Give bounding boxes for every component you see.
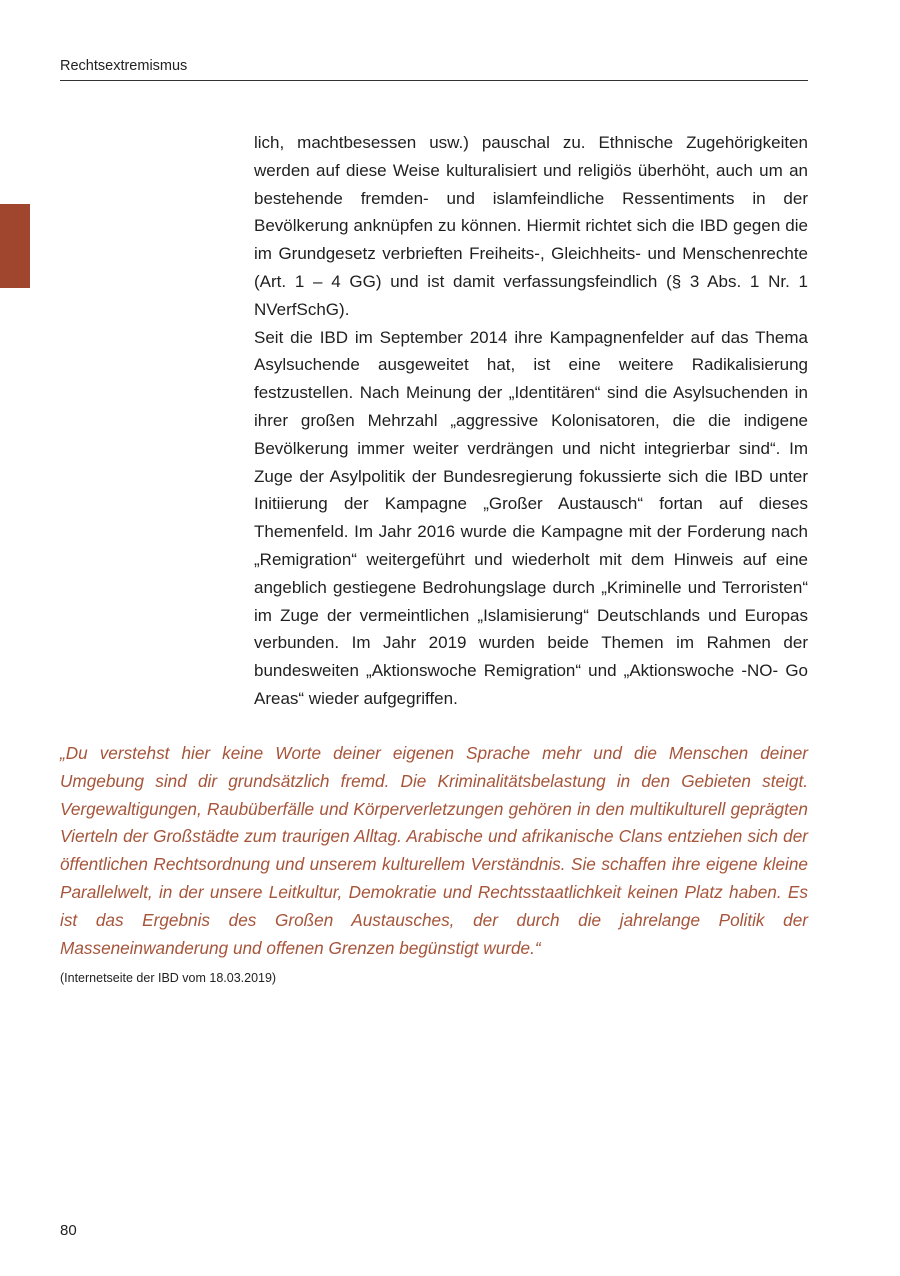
running-header: Rechtsextremismus — [60, 58, 188, 74]
pull-quote — [60, 740, 808, 962]
body-paragraph-2: Seit die IBD im September 2014 ihre Kampagnenfelder auf das Thema Asylsuchende ausgeweitet hat, ist eine weitere Radikalisierung festzustellen. Nach Meinung der „Identitären“ sind die Asylsuchenden in ihrer großen Mehrzahl „aggressive Kolonisatoren, die die indigene Bevölkerung immer weiter verdrängen und nicht integrierbar sind“. Im Zuge der Asylpolitik der Bundesregierung fokussierte sich die IBD unter Initiierung der Kampagne „Großer Austausch“ fortan auf dieses Themenfeld. Im Jahr 2016 wurde die Kampagne mit der Forderung nach „Remigration“ weitergeführt und wiederholt mit dem Hinweis auf eine angeblich gestiegene Bedrohungslage durch „Kriminelle und Terroristen“ im Zuge der vermeintlichen „Islamisierung“ Deutschlands und Europas verbunden. Im Jahr 2019 wurden beide Themen im Rahmen der bundesweiten „Aktionswoche Remigration“ und „Aktionswoche -NO- Go Areas“ wieder aufgegriffen. — [254, 327, 808, 708]
page-number: 80 — [60, 1222, 77, 1239]
body-text-column — [254, 129, 808, 713]
body-paragraph-1: lich, machtbesessen usw.) pauschal zu. Ethnische Zugehörigkeiten werden auf diese Weise kulturalisiert und religiös überhöht, auch um an bestehende fremden- und islamfeindliche Ressentiments in der Bevölkerung anknüpfen zu können. Hiermit richtet sich die IBD gegen die im Grundgesetz verbrieften Freiheits-, Gleichheits- und Menschenrechte (Art. 1 – 4 GG) und ist damit verfassungsfeindlich (§ 3 Abs. 1 Nr. 1 NVerfSchG). — [254, 133, 808, 319]
header-divider — [60, 80, 808, 81]
chapter-tab-marker — [0, 204, 30, 288]
quote-text: „Du verstehst hier keine Worte deiner eigenen Sprache mehr und die Menschen deiner Umgebung sind dir grundsätzlich fremd. Die Kriminalitätsbelastung in den Gebieten steigt. Vergewaltigungen, Raubüberfälle und Körperverletzungen gehören in den multikulturell geprägten Vierteln der Großstädte zum traurigen Alltag. Arabische und afrikanische Clans entziehen sich der öffentlichen Rechtsordnung und unserem kulturellem Verständnis. Sie schaffen ihre eigene kleine Parallelwelt, in der unsere Leitkultur, Demokratie und Rechtsstaatlichkeit keinen Platz haben. Es ist das Ergebnis des Großen Austausches, der durch die jahrelange Politik der Masseneinwanderung und offenen Grenzen begünstigt wurde.“ — [60, 743, 808, 958]
quote-source: (Internetseite der IBD vom 18.03.2019) — [60, 971, 277, 985]
